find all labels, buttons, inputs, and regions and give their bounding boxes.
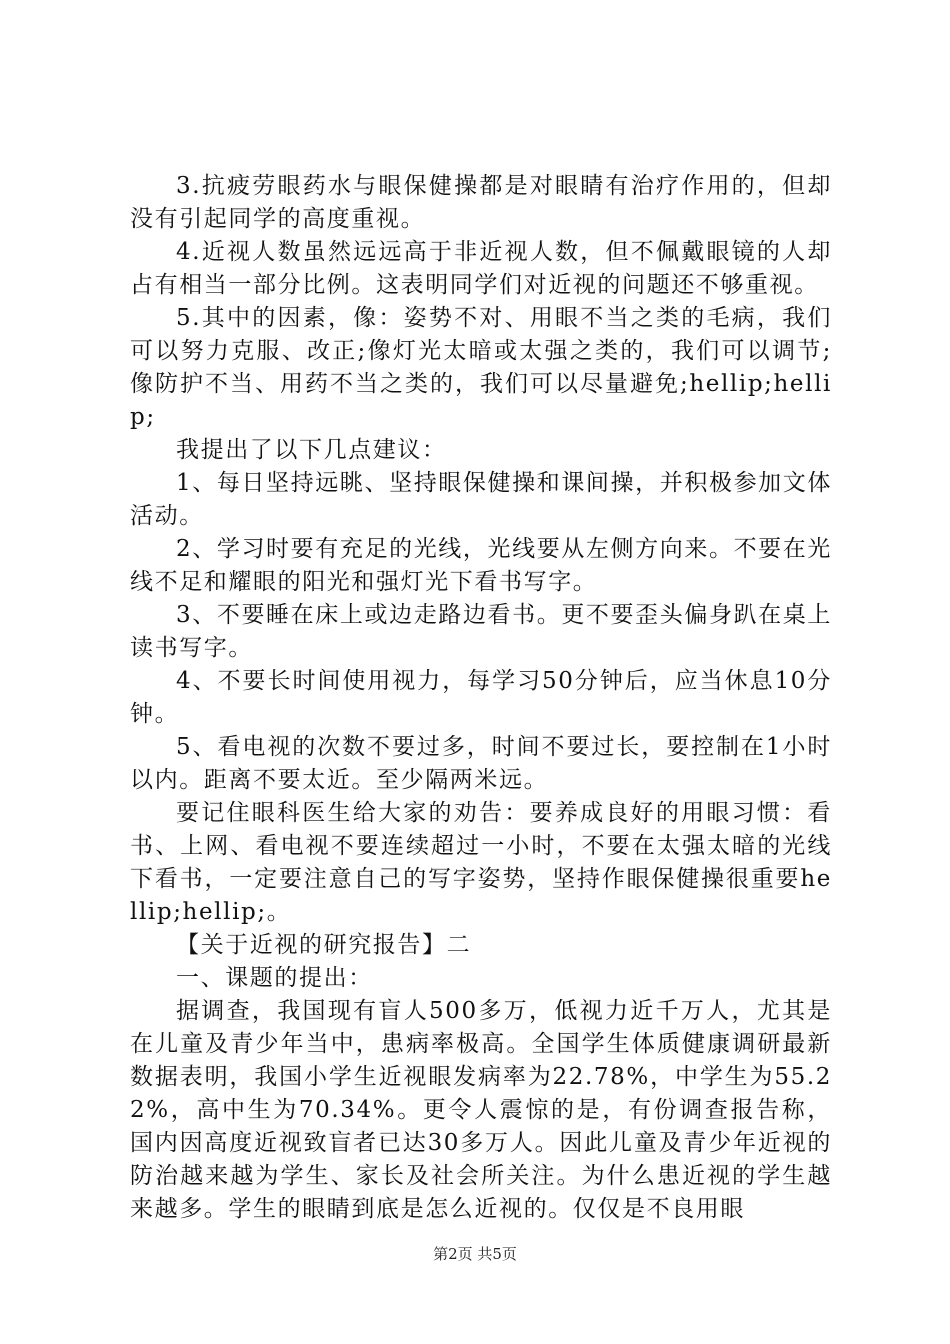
doctor-advice-paragraph: 要记住眼科医生给大家的劝告：要养成良好的用眼习惯：看书、上网、看电视不要连续超过一小时，不要在太强太暗的光线下看书，一定要注意自己的写字姿势，坚持作眼保健操很重要hellip;hellip;。: [130, 800, 832, 925]
page-number-footer: 第2页 共5页: [433, 1245, 517, 1263]
survey-paragraph: 据调查，我国现有盲人500多万，低视力近千万人，尤其是在儿童及青少年当中，患病率极高。全国学生体质健康调研最新数据表明，我国小学生近视眼发病率为22.78%，中学生为55.22%，高中生为70.34%。更令人震惊的是，有份调查报告称，国内因高度近视致盲者已达30多万人。因此儿童及青少年近视的防治越来越为学生、家长及社会所关注。为什么患近视的学生越来越多。学生的眼睛到底是怎么近视的。仅仅是不良用眼: [130, 998, 832, 1222]
paragraph-point-4: 4.近视人数虽然远远高于非近视人数，但不佩戴眼镜的人却占有相当一部分比例。这表明同学们对近视的问题还不够重视。: [130, 239, 832, 298]
paragraph-point-3: 3.抗疲劳眼药水与眼保健操都是对眼睛有治疗作用的，但却没有引起同学的高度重视。: [130, 173, 832, 232]
suggestion-5: 5、看电视的次数不要过多，时间不要过长，要控制在1小时以内。距离不要太近。至少隔两米远。: [130, 734, 832, 793]
subsection-heading: 一、课题的提出：: [176, 965, 373, 991]
section-heading: 【关于近视的研究报告】二: [176, 932, 472, 958]
document-body: [130, 170, 832, 1226]
paragraph-point-5: 5.其中的因素，像：姿势不对、用眼不当之类的毛病，我们可以努力克服、改正;像灯光太暗或太强之类的，我们可以调节;像防护不当、用药不当之类的，我们可以尽量避免;hellip;hellip;: [130, 305, 832, 430]
suggestion-1: 1、每日坚持远眺、坚持眼保健操和课间操，并积极参加文体活动。: [130, 470, 832, 529]
suggestion-3: 3、不要睡在床上或边走路边看书。更不要歪头偏身趴在桌上读书写字。: [130, 602, 832, 661]
suggestion-4: 4、不要长时间使用视力，每学习50分钟后，应当休息10分钟。: [130, 668, 832, 727]
suggestion-2: 2、学习时要有充足的光线，光线要从左侧方向来。不要在光线不足和耀眼的阳光和强灯光下看书写字。: [130, 536, 832, 595]
suggestions-intro: 我提出了以下几点建议：: [176, 437, 447, 463]
